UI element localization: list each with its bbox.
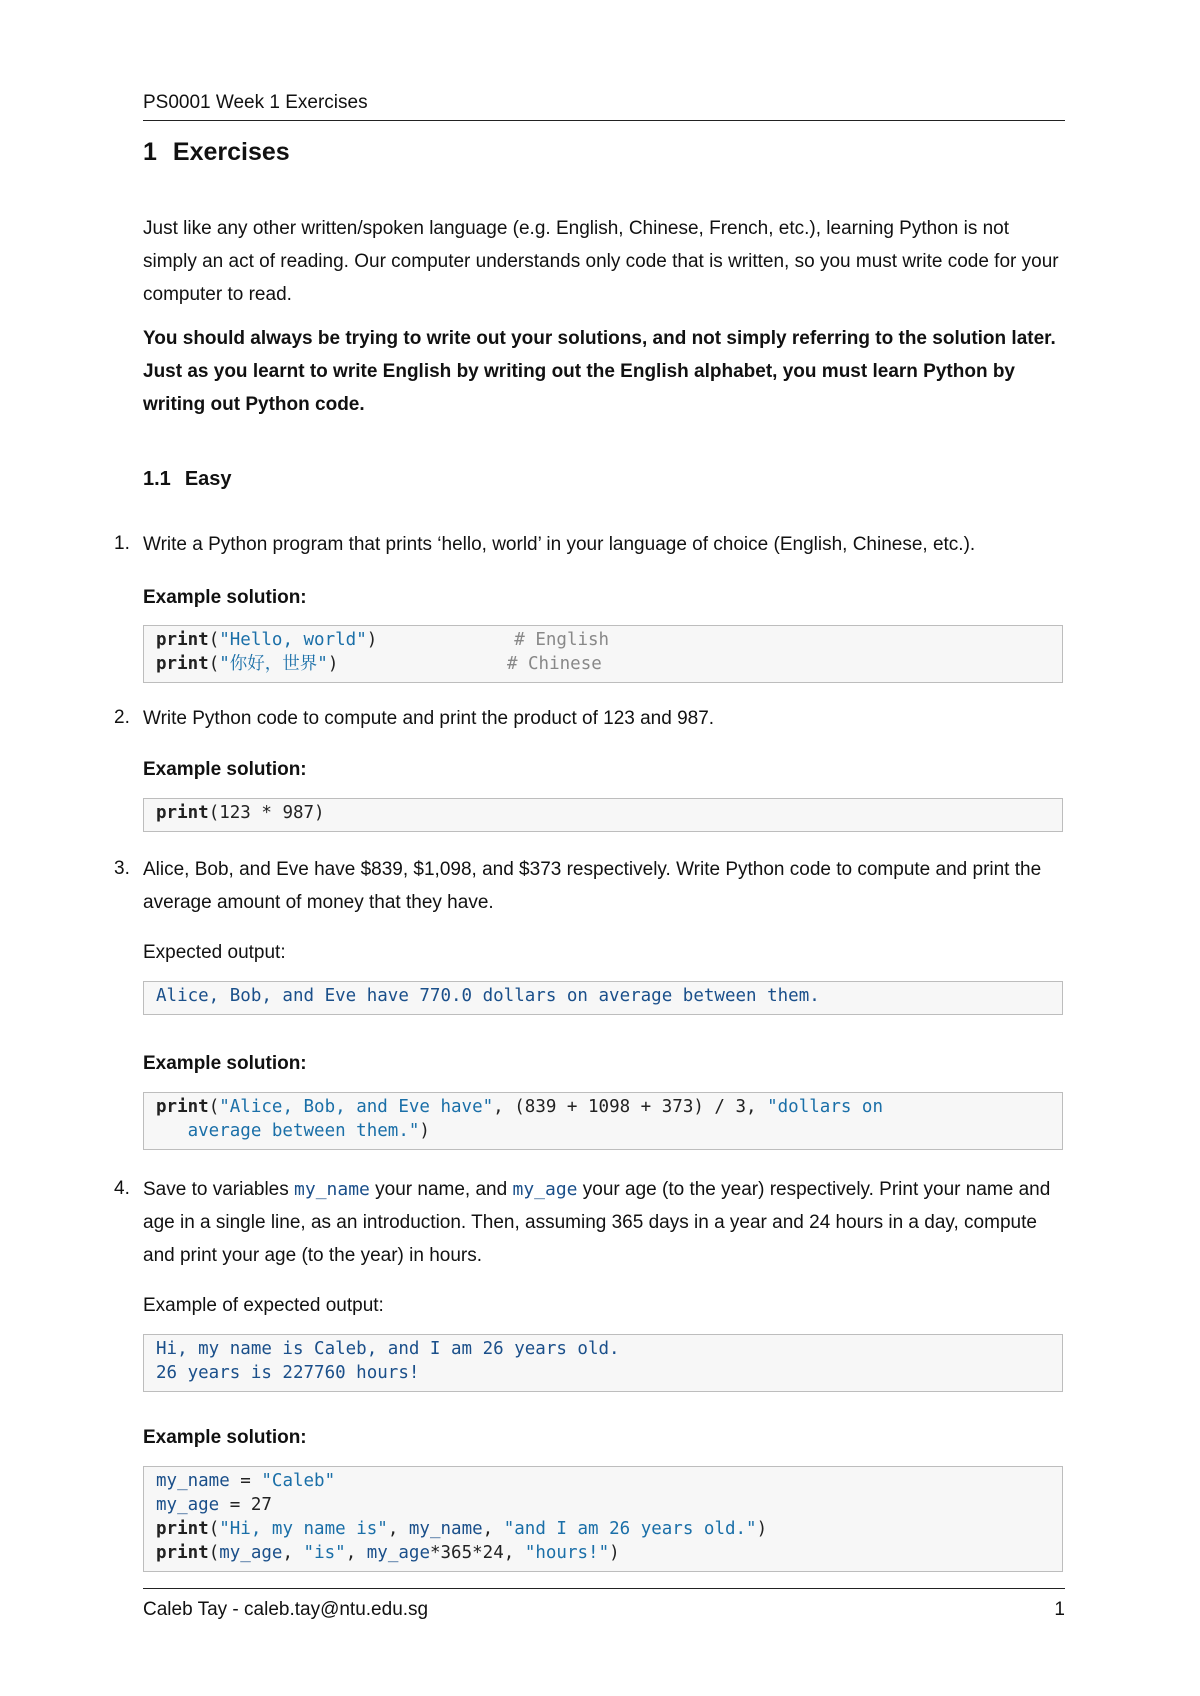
intro-paragraph: Just like any other written/spoken language (e.g. English, Chinese, French, etc.), learning Python is not simply an act of reading. Our computer understands only code that is written, so you must write code for your computer to read. bbox=[143, 218, 1059, 305]
header-title: PS0001 Week 1 Exercises bbox=[143, 92, 368, 113]
item-1-number: 1. bbox=[114, 533, 130, 554]
item-3-output-label: Expected output: bbox=[143, 942, 286, 963]
item-4-output-block bbox=[143, 1334, 1063, 1392]
code-string: "Hello, world" bbox=[219, 630, 367, 650]
item-1-solution-label: Example solution: bbox=[143, 587, 307, 608]
code-comment: # English bbox=[514, 630, 610, 650]
subsection-number: 1.1 bbox=[143, 468, 171, 490]
section-heading bbox=[143, 138, 290, 167]
code-string: "Alice, Bob, and Eve have" bbox=[219, 1097, 494, 1117]
section-title: Exercises bbox=[172, 138, 290, 166]
item-4-code-block: my_name = "Caleb" my_age = 27 print("Hi, my name is", my_name, "and I am 26 years old.") print(my_age, "is", my_age*365*24, "hours!") bbox=[143, 1466, 1063, 1572]
code-print-keyword: print bbox=[156, 803, 209, 823]
code-print-keyword: print bbox=[156, 654, 209, 674]
item-4-output-label: Example of expected output: bbox=[143, 1295, 384, 1316]
inline-var-my-name: my_name bbox=[294, 1179, 370, 1200]
code-print-keyword: print bbox=[156, 1543, 209, 1563]
subsection-heading bbox=[143, 468, 232, 491]
footer-author: Caleb Tay - caleb.tay@ntu.edu.sg bbox=[143, 1599, 429, 1620]
code-print-keyword: print bbox=[156, 1519, 209, 1539]
subsection-title: Easy bbox=[184, 468, 232, 490]
section-number: 1 bbox=[143, 138, 157, 166]
code-print-keyword: print bbox=[156, 630, 209, 650]
item-1-text: Write a Python program that prints ‘hello, world’ in your language of choice (English, Chinese, etc.). bbox=[143, 534, 976, 555]
code-comment: # Chinese bbox=[506, 654, 602, 674]
output-line-2: 26 years is 227760 hours! bbox=[156, 1363, 420, 1383]
page-number: 1 bbox=[1054, 1599, 1065, 1620]
item-3-code-block: print("Alice, Bob, and Eve have", (839 + 1098 + 373) / 3, "dollars on average between them.") bbox=[143, 1092, 1063, 1150]
item-4-text: Save to variables my_name your name, and my_age your age (to the year) respectively. Print your name and age in a single line, as an introduction. Then, assuming 365 days in a year and 24 hours in a day, compute and print your age (to the year) in hours. bbox=[143, 1179, 1051, 1266]
page-footer bbox=[143, 1588, 1065, 1620]
output-text: Alice, Bob, and Eve have 770.0 dollars on average between them. bbox=[156, 986, 820, 1006]
item-2-number: 2. bbox=[114, 707, 130, 728]
item-2-code-block: print(123 * 987) bbox=[143, 798, 1063, 832]
item-3-solution-label: Example solution: bbox=[143, 1053, 307, 1074]
code-string: "你好，世界" bbox=[219, 654, 328, 674]
item-4-solution-label: Example solution: bbox=[143, 1427, 307, 1448]
output-line-1: Hi, my name is Caleb, and I am 26 years old. bbox=[156, 1339, 620, 1359]
inline-var-my-age: my_age bbox=[512, 1179, 578, 1200]
code-string-continued: average between them." bbox=[187, 1121, 420, 1141]
code-print-keyword: print bbox=[156, 1097, 209, 1117]
item-3-text: Alice, Bob, and Eve have $839, $1,098, and $373 respectively. Write Python code to compute and print the average amount of money that they have. bbox=[143, 859, 1042, 913]
item-3-number: 3. bbox=[114, 858, 130, 879]
item-4-number: 4. bbox=[114, 1178, 130, 1199]
item-3-output-block bbox=[143, 981, 1063, 1015]
code-string: "dollars on bbox=[767, 1097, 884, 1117]
intro-bold-paragraph: You should always be trying to write out your solutions, and not simply referring to the solution later. Just as you learnt to write English by writing out the English alphabet, you must learn Python by writing out Python code. bbox=[143, 328, 1056, 415]
item-2-text: Write Python code to compute and print the product of 123 and 987. bbox=[143, 708, 715, 729]
item-1-code-block: print("Hello, world") # English print("你好，世界") # Chinese bbox=[143, 625, 1063, 683]
page-header bbox=[143, 88, 1065, 121]
item-2-solution-label: Example solution: bbox=[143, 759, 307, 780]
